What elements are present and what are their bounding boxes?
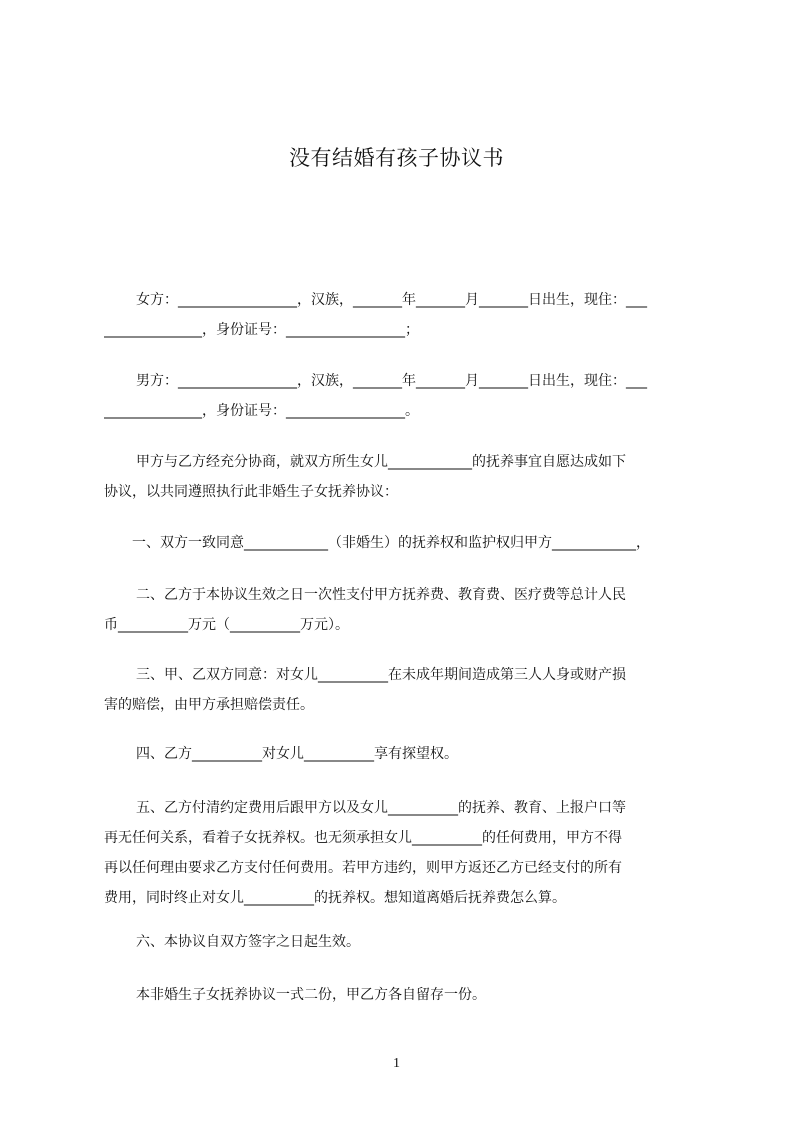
female-party-info (104, 285, 704, 345)
clause-6 (104, 927, 704, 957)
agreement-intro (104, 447, 704, 507)
clause-1 (104, 528, 704, 558)
paragraph-line: 六、本协议自双方签字之日起生效。 (136, 934, 360, 950)
document-title: 没有结婚有孩子协议书 (289, 146, 504, 170)
paragraph-line: ______________，身份证号：_________________； (104, 322, 419, 338)
paragraph-line: 再以任何理由要求乙方支付任何费用。若甲方违约，则甲方返还乙方已经支付的所有 (104, 860, 622, 876)
paragraph-line: 五、乙方付清约定费用后跟甲方以及女儿__________的抚养、教育、上报户口等 (136, 800, 626, 816)
paragraph-line: 一、双方一致同意____________（非婚生）的抚养权和监护权归甲方____________， (132, 535, 650, 551)
clause-5 (104, 793, 704, 913)
paragraph-line: 本非婚生子女抚养协议一式二份，甲乙方各自留存一份。 (136, 987, 486, 1003)
paragraph-line: ______________，身份证号：_________________。 (104, 403, 419, 419)
paragraph-line: 二、乙方于本协议生效之日一次性支付甲方抚养费、教育费、医疗费等总计人民 (136, 587, 626, 603)
paragraph-line: 费用，同时终止对女儿__________的抚养权。想知道离婚后抚养费怎么算。 (104, 890, 566, 906)
page-number: 1 (393, 1056, 400, 1071)
clause-2 (104, 580, 704, 640)
male-party-info (104, 366, 704, 426)
clause-3 (104, 660, 704, 720)
paragraph-line: 甲方与乙方经充分协商，就双方所生女儿____________的抚养事宜自愿达成如下 (136, 454, 626, 470)
paragraph-line: 协议，以共同遵照执行此非婚生子女抚养协议： (104, 484, 398, 500)
closing-note (104, 980, 704, 1010)
paragraph-line: 再无任何关系，看着子女抚养权。也无须承担女儿__________的任何费用，甲方不得 (104, 830, 622, 846)
paragraph-line: 女方：_________________，汉族，_______年_______月_______日出生，现住：___ (136, 292, 647, 308)
paragraph-line: 币__________万元（__________万元）。 (104, 617, 349, 633)
paragraph-line: 男方：_________________，汉族，_______年_______月_______日出生，现住：___ (136, 373, 647, 389)
paragraph-line: 三、甲、乙双方同意：对女儿__________在未成年期间造成第三人人身或财产损 (136, 667, 626, 683)
paragraph-line: 害的赔偿，由甲方承担赔偿责任。 (104, 697, 314, 713)
clause-4 (104, 739, 704, 769)
paragraph-line: 四、乙方__________对女儿__________享有探望权。 (136, 746, 458, 762)
